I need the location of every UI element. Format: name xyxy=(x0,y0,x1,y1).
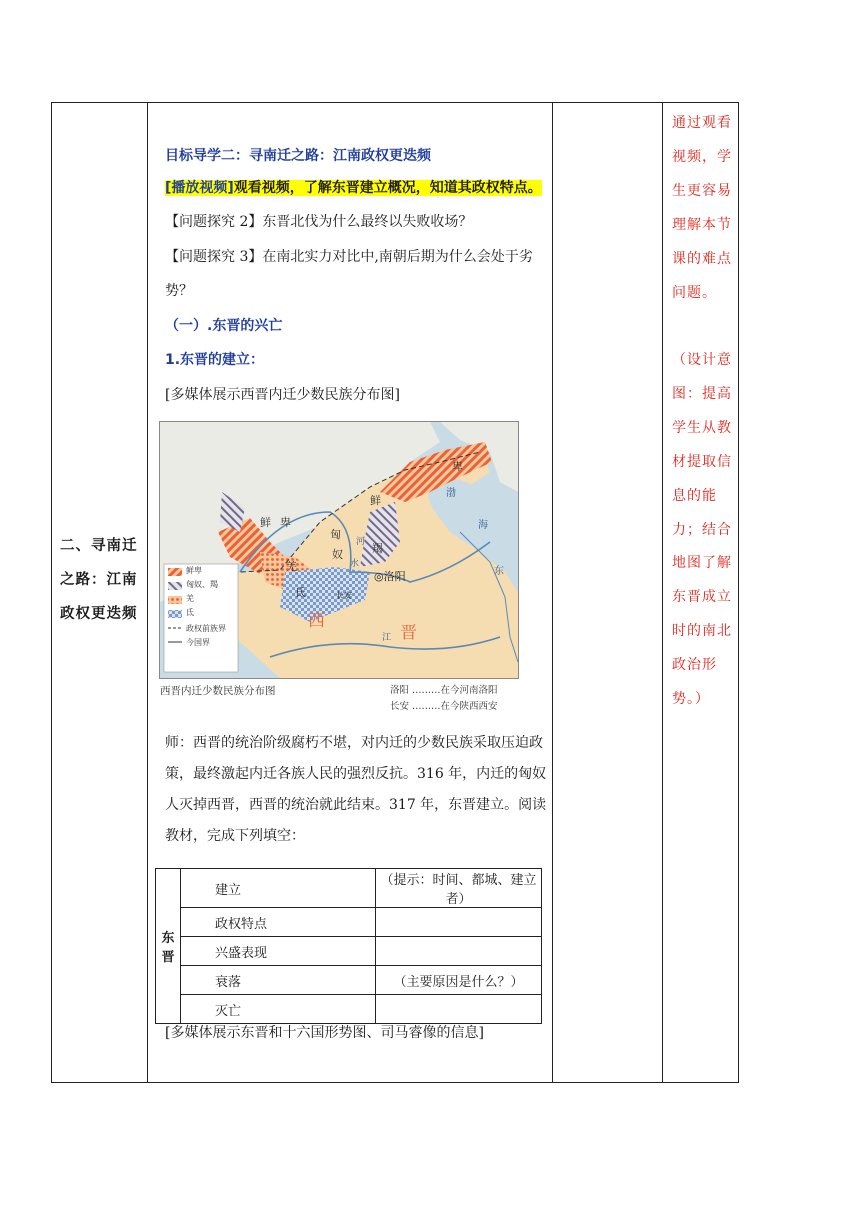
legend-border: 政权前族界 xyxy=(186,624,226,633)
table-cell-item: 政权特点 xyxy=(181,908,376,937)
subsection-title: （一）.东晋的兴亡 xyxy=(165,318,283,334)
video-instruction xyxy=(165,177,542,197)
legend-modern-border: 今国界 xyxy=(186,638,210,647)
map-label: 卑 xyxy=(452,460,463,473)
map-label: 卑 xyxy=(280,516,291,529)
column-divider xyxy=(147,103,148,1082)
map-label: 河 xyxy=(356,537,366,547)
note-video-purpose: 通过观看视频，学生更容易理解本节课的难点问题。 xyxy=(672,115,732,301)
map-label: 匈 xyxy=(330,528,341,541)
video-text: 观看视频，了解东晋建立概况，知道其政权特点。 xyxy=(233,180,542,196)
table-cell-item: 兴盛表现 xyxy=(181,937,376,966)
question-3-line1: 【问题探究 3】在南北实力对比中,南朝后期为什么会处于劣 xyxy=(165,249,533,265)
map-label: 羌 xyxy=(286,560,297,573)
table-row xyxy=(156,869,542,908)
table-cell-item: 衰落 xyxy=(181,966,376,995)
map-label: 江 xyxy=(382,633,392,643)
map-note-luoyang: 洛阳 ………在今河南洛阳 xyxy=(390,685,498,696)
table-cell-item: 灭亡 xyxy=(181,995,376,1024)
section-label: 二、寻南迁之路：江南政权更迭频 xyxy=(60,538,138,622)
fill-in-table xyxy=(155,868,542,1024)
table-cell-note: （提示：时间、都城、建立者） xyxy=(376,869,542,908)
question-2: 【问题探究 2】东晋北伐为什么最终以失败收场？ xyxy=(165,214,473,230)
city-changan: 长安 xyxy=(336,591,352,600)
goal-title: 目标导学二：寻南迁之路：江南政权更迭频 xyxy=(165,148,431,164)
western-jin-minorities-map xyxy=(159,421,519,679)
teacher-paragraph: 师：西晋的统治阶级腐朽不堪，对内迁的少数民族采取压迫政策，最终激起内迁各族人民的强烈反抗。316 年，内迁的匈奴人灭掉西晋，西晋的统治就此结束。317 年，东晋建立。阅读教材，完成下列填空： xyxy=(165,735,547,844)
media-note-2: [多媒体展示东晋和十六国形势图、司马睿像的信息] xyxy=(165,1025,484,1041)
legend-xiongnu: 匈奴、羯 xyxy=(186,580,218,589)
map-label: 鲜 xyxy=(370,494,381,507)
media-note-1: [多媒体展示西晋内迁少数民族分布图] xyxy=(165,387,400,403)
table-cell-item: 建立 xyxy=(181,869,376,908)
table-row xyxy=(156,995,542,1024)
row-label: 东晋 xyxy=(156,869,181,1024)
table-cell-note xyxy=(376,908,542,937)
legend-xianbei: 鲜卑 xyxy=(186,566,202,575)
map-label: 水 xyxy=(350,559,360,569)
map-note-changan: 长安 ………在今陕西西安 xyxy=(390,701,498,712)
map-caption: 西晋内迁少数民族分布图 xyxy=(160,685,276,697)
map-label: 鲜 xyxy=(260,516,271,529)
table-row xyxy=(156,966,542,995)
legend-di: 氐 xyxy=(186,608,194,617)
map-label: 羯 xyxy=(372,542,383,555)
question-3-line2: 势？ xyxy=(165,283,193,299)
subsection-subtitle: 1.东晋的建立： xyxy=(165,352,265,368)
table-row xyxy=(156,908,542,937)
map-label: 海 xyxy=(478,520,488,531)
table-cell-note xyxy=(376,995,542,1024)
column-divider xyxy=(662,103,663,1082)
region-label-xi: 西 xyxy=(308,611,325,631)
video-tag: [播放视频] xyxy=(165,180,234,196)
note-design-intent: （设计意图：提高学生从教材提取信息的能力；结合地图了解东晋成立时的南北政治形势。） xyxy=(672,352,732,708)
map-label: 东 xyxy=(494,566,504,577)
legend-qiang: 羌 xyxy=(186,594,194,603)
city-luoyang: ◎洛阳 xyxy=(374,570,406,583)
region-label-jin: 晋 xyxy=(400,623,417,643)
map-label: 渤 xyxy=(446,488,456,499)
table-row xyxy=(156,937,542,966)
column-divider xyxy=(552,103,553,1082)
map-label: 奴 xyxy=(332,548,343,561)
table-cell-note xyxy=(376,937,542,966)
table-cell-note: （主要原因是什么？） xyxy=(376,966,542,995)
map-label: 氐 xyxy=(295,586,306,599)
